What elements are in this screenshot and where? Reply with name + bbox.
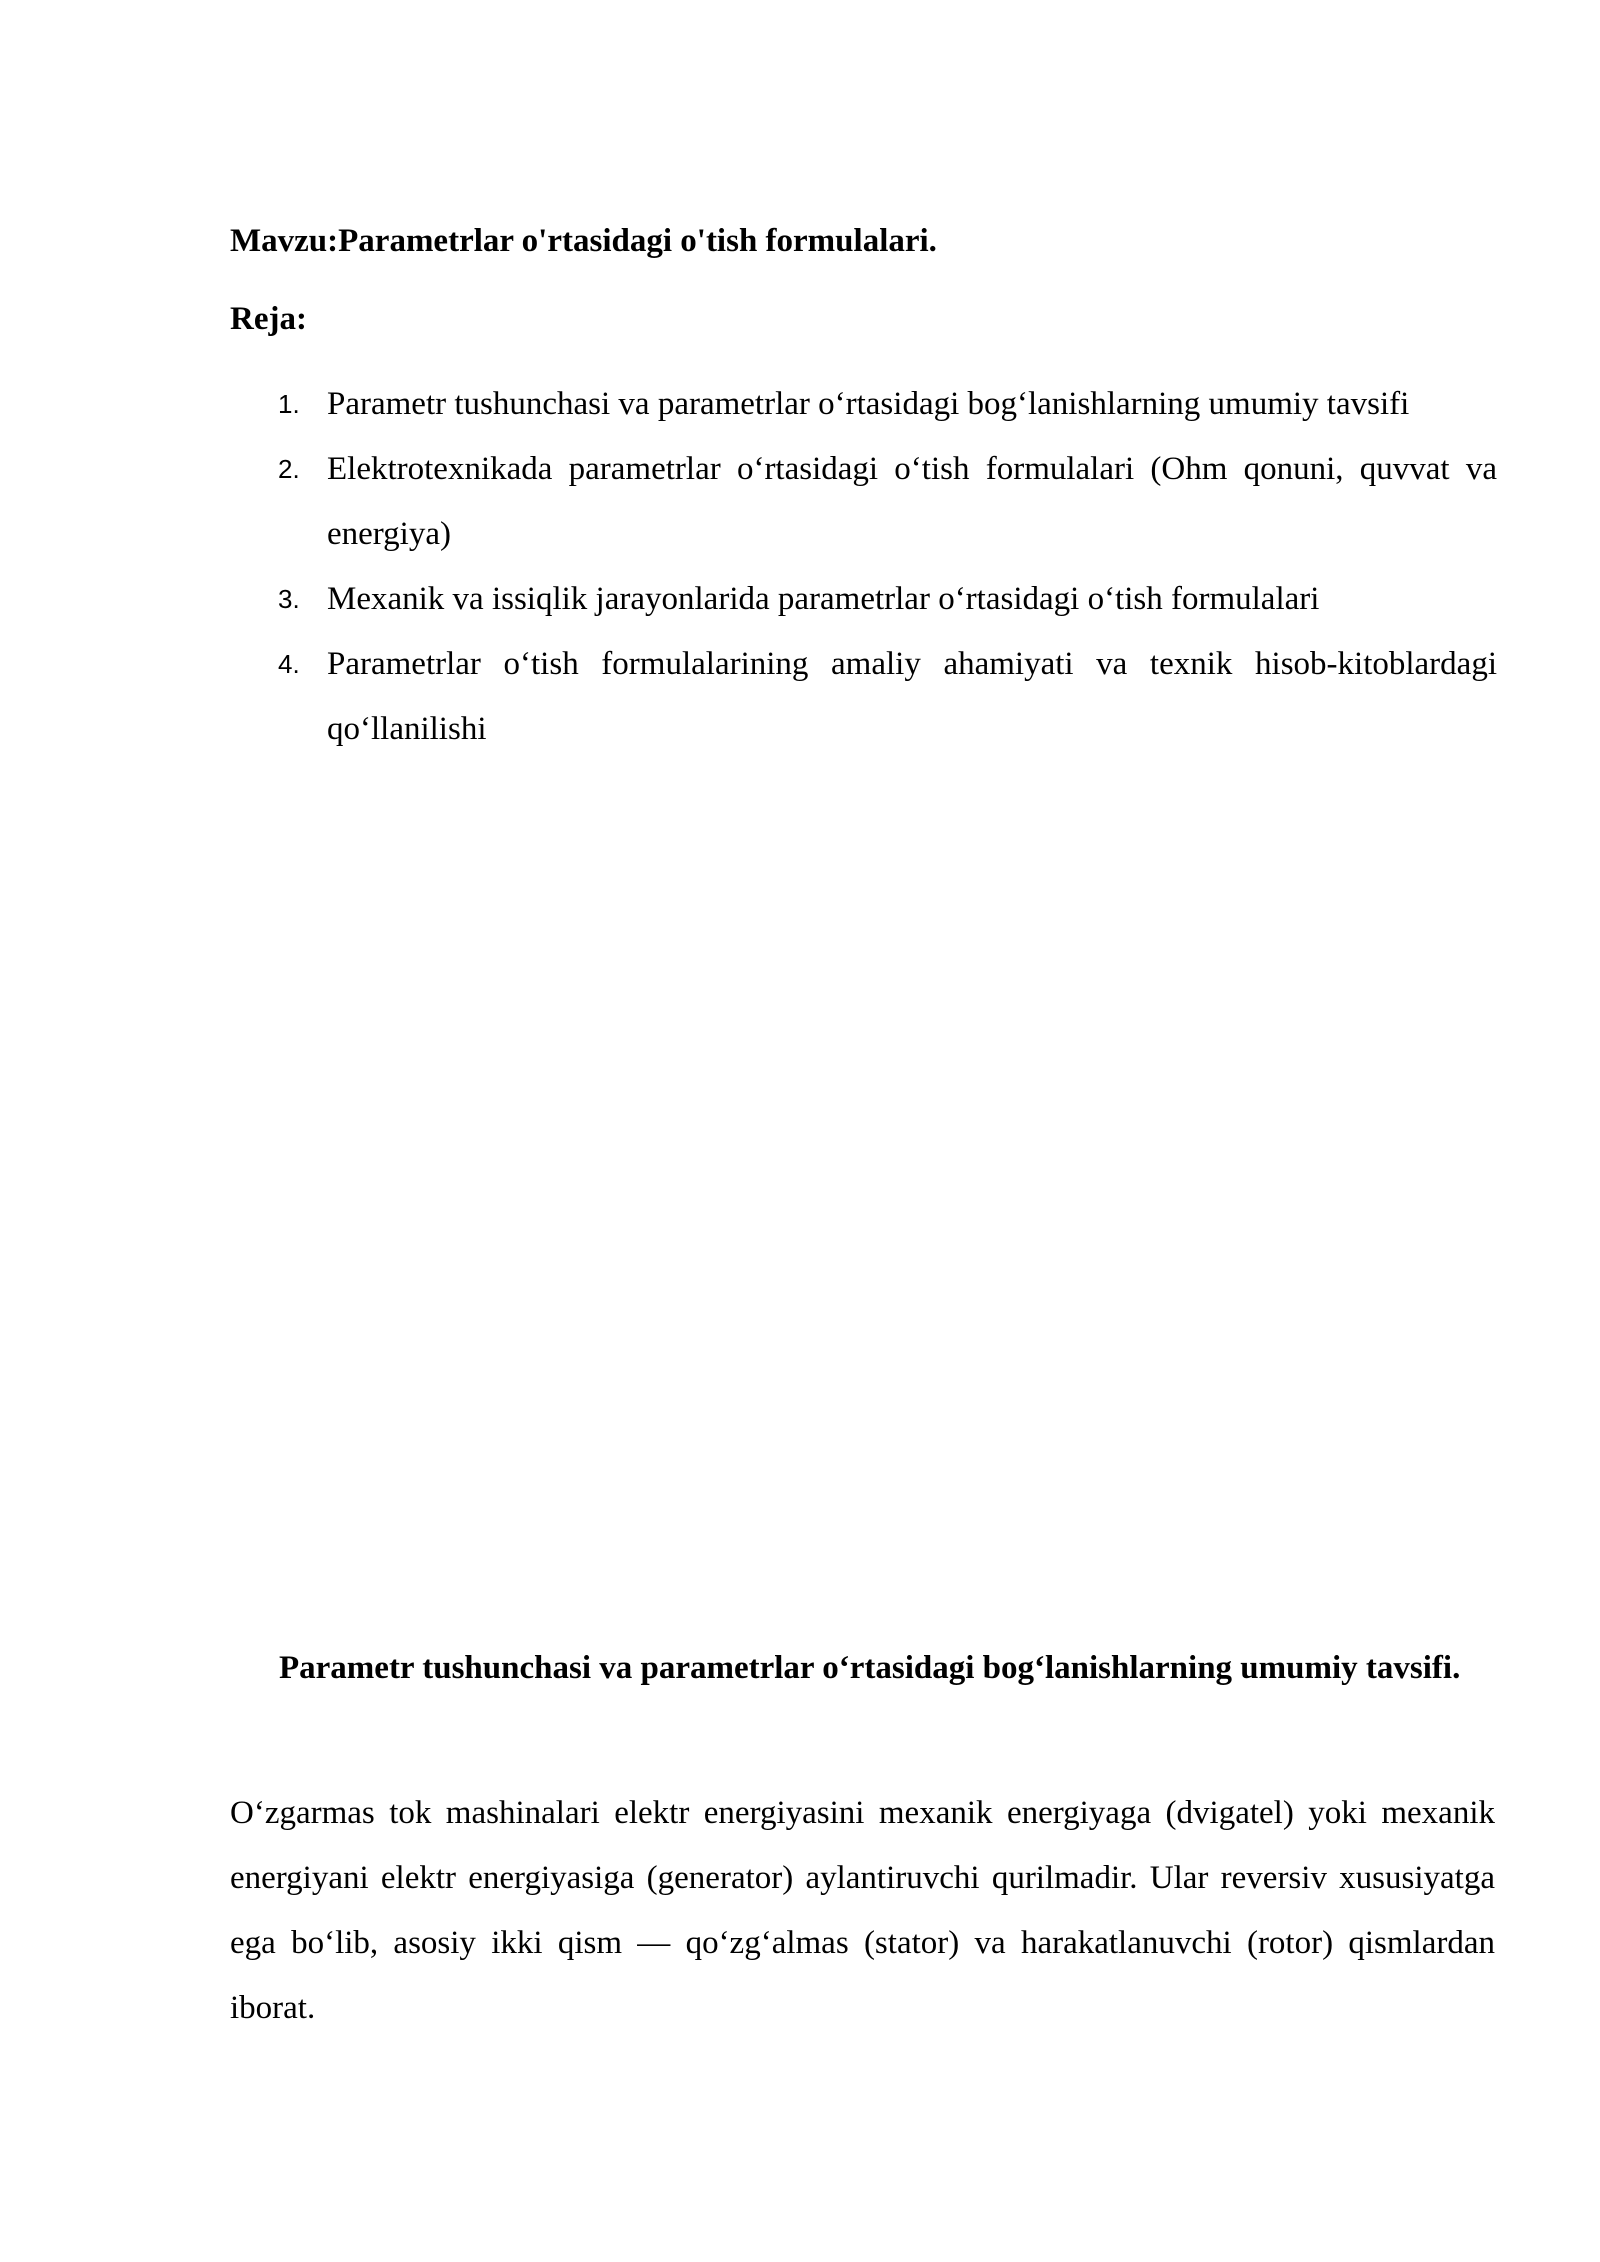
plan-item — [0, 632, 1497, 762]
plan-item-text: Parametrlar o‘tish formulalarining amaliy ahamiyati va texnik hisob-kitoblardagi qo‘llanilishi — [327, 646, 1497, 747]
plan-item-text: Elektrotexnikada parametrlar o‘rtasidagi o‘tish formulalari (Ohm qonuni, quvvat va energiya) — [327, 451, 1497, 552]
plan-item-number: 1. — [278, 389, 300, 419]
plan-item — [0, 437, 1497, 567]
plan-heading: Reja: — [230, 301, 307, 337]
plan-item-text: Mexanik va issiqlik jarayonlarida parametrlar o‘rtasidagi o‘tish formulalari — [327, 581, 1320, 617]
plan-item-number: 2. — [278, 454, 300, 484]
plan-item-text: Parametr tushunchasi va parametrlar o‘rtasidagi bog‘lanishlarning umumiy tavsifi — [327, 386, 1410, 422]
document-title: Mavzu:Parametrlar o'rtasidagi o'tish formulalari. — [230, 223, 937, 259]
plan-item-number: 4. — [278, 649, 300, 679]
body-paragraph: O‘zgarmas tok mashinalari elektr energiyasini mexanik energiyaga (dvigatel) yoki mexanik energiyani elektr energiyasiga (generator) aylantiruvchi qurilmadir. Ular reversiv xususiyatga ega bo‘lib, asosiy ikki qism — qo‘zg‘almas (stator) va harakatlanuvchi (rotor) qismlardan iborat. — [230, 1795, 1495, 2026]
plan-item — [0, 567, 1497, 632]
plan-item-number: 3. — [278, 584, 300, 614]
plan-list — [0, 372, 1600, 762]
section-heading: Parametr tushunchasi va parametrlar o‘rtasidagi bog‘lanishlarning umumiy tavsifi. — [279, 1650, 1461, 1686]
plan-item — [0, 372, 1497, 437]
